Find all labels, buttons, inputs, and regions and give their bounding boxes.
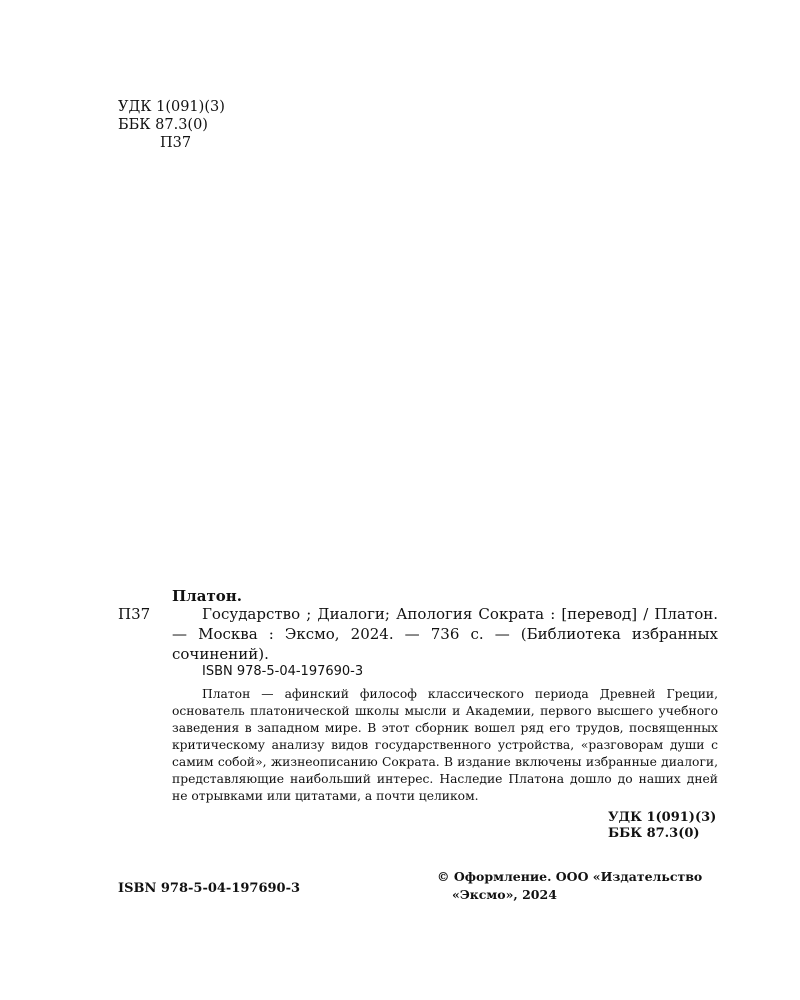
copyright-line-1: © Оформление. ООО «Издательство bbox=[437, 869, 703, 884]
copyright-line-2: «Эксмо», 2024 bbox=[452, 887, 557, 902]
top-classification-block bbox=[118, 98, 225, 152]
footer-isbn: ISBN 978-5-04-197690-3 bbox=[118, 881, 301, 896]
card-udk-code: УДК 1(091)(3) bbox=[608, 810, 717, 825]
udk-code: УДК 1(091)(3) bbox=[118, 99, 225, 115]
card-author: Платон. bbox=[172, 587, 242, 605]
author-mark: П37 bbox=[160, 135, 192, 151]
bbk-code: ББК 87.3(0) bbox=[118, 117, 208, 133]
annotation: Платон — афинский философ классического периода Древней Греции, основатель платонической школы мысли и Академии, первого высшего учебного заведения в западном мире. В этот сборник вошел ряд его трудов, посвященных критическому анализу видов государственного устройства, «разговорам души с самим собой», жизнеописанию Сократа. В издание включены избранные диалоги, представляющие наибольший интерес. Наследие Платона дошло до наших дней не отрывками или цитатами, а почти целиком. bbox=[172, 687, 718, 803]
card-isbn: ISBN 978-5-04-197690-3 bbox=[202, 664, 364, 679]
card-bbk-code: ББК 87.3(0) bbox=[608, 826, 700, 841]
card-classification-block bbox=[608, 810, 716, 842]
bibliographic-entry: Государство ; Диалоги; Апология Сократа : [перевод] / Платон. — Москва : Эксмо, 2024. — 736 с. — (Библиотека избранных сочинений). bbox=[172, 605, 718, 663]
card-author-mark: П37 bbox=[118, 605, 151, 623]
copyright-notice bbox=[437, 868, 702, 904]
